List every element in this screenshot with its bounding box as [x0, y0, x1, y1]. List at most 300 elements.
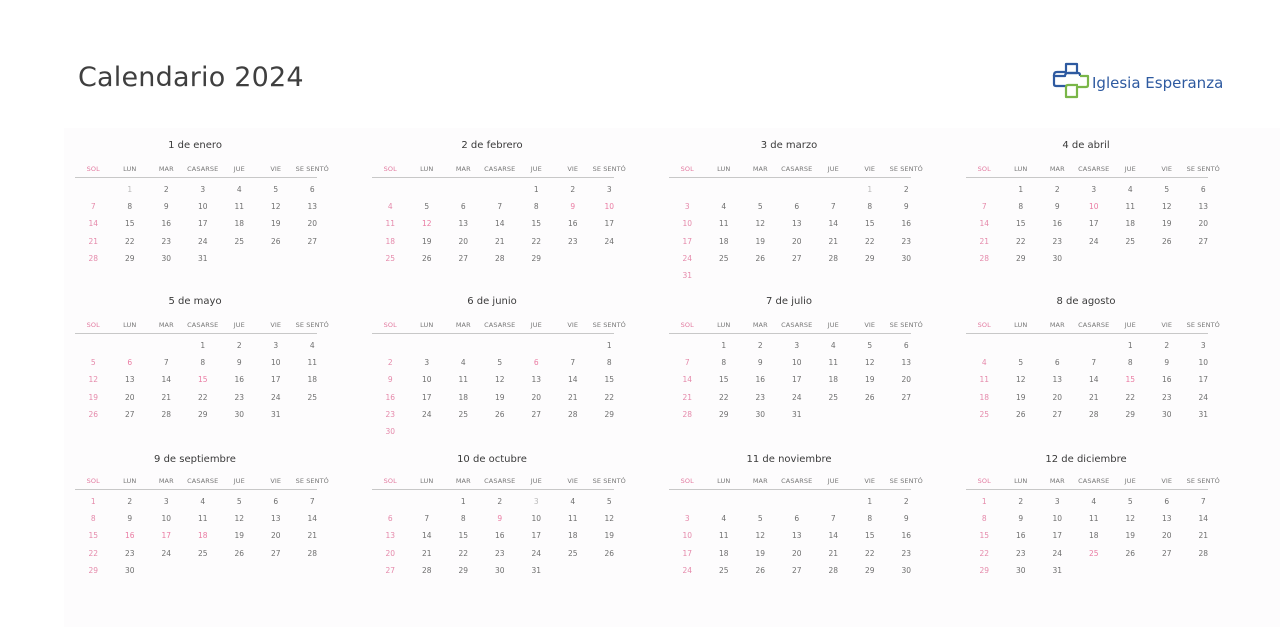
day-cell: 24 [682, 565, 693, 575]
day-cell: 13 [1052, 375, 1063, 385]
day-cell: 28 [1198, 548, 1209, 558]
day-cell: 12 [421, 219, 432, 229]
day-cell: 12 [88, 375, 99, 385]
day-cell: 18 [234, 219, 245, 229]
day-cell: 3 [1091, 185, 1097, 194]
day-cell: 10 [791, 358, 802, 368]
divider [669, 333, 911, 334]
day-cell: 15 [1125, 375, 1136, 385]
day-cell: 21 [1088, 392, 1099, 402]
church-logo [1052, 64, 1223, 102]
day-cell: 27 [307, 236, 318, 246]
day-cell: 1 [460, 497, 466, 506]
weekday-label: MAR [1049, 477, 1065, 485]
day-cell: 5 [236, 497, 242, 506]
weekday-label: CASARSE [781, 165, 813, 173]
day-cell: 24 [604, 236, 615, 246]
day-cell: 19 [421, 236, 432, 246]
day-cell: 15 [531, 219, 542, 229]
day-cell: 4 [460, 358, 466, 368]
empty-cell [815, 181, 852, 198]
empty-cell [966, 337, 1003, 354]
weekday-label: CASARSE [484, 165, 516, 173]
day-cell: 12 [270, 202, 281, 212]
day-cell: 11 [979, 375, 990, 385]
day-cell: 28 [682, 409, 693, 419]
day-grid [669, 337, 914, 423]
day-cell: 5 [497, 358, 503, 368]
page-title: Calendario 2024 [78, 62, 304, 93]
divider [669, 177, 911, 178]
day-cell: 7 [90, 202, 96, 212]
day-cell: 19 [1125, 531, 1136, 541]
day-cell: 6 [903, 341, 909, 350]
month-8 [966, 296, 1220, 423]
day-cell: 23 [161, 236, 172, 246]
day-cell: 28 [88, 253, 99, 263]
day-cell: 6 [387, 514, 393, 524]
day-cell: 30 [494, 565, 505, 575]
day-cell: 8 [200, 358, 206, 368]
day-cell: 19 [494, 392, 505, 402]
day-cell: 21 [307, 531, 318, 541]
weekday-label: CASARSE [1078, 477, 1110, 485]
day-grid [75, 493, 320, 579]
weekday-label: VIE [270, 477, 282, 485]
weekday-label: VIE [567, 477, 579, 485]
day-cell: 14 [567, 375, 578, 385]
day-cell: 7 [497, 202, 503, 212]
empty-cell [409, 337, 446, 354]
day-cell: 17 [421, 392, 432, 402]
day-cell: 26 [421, 253, 432, 263]
day-cell: 2 [570, 185, 576, 194]
day-cell: 1 [867, 497, 873, 506]
day-cell: 10 [682, 219, 693, 229]
empty-cell [966, 181, 1003, 198]
weekday-label: MAR [455, 165, 471, 173]
day-cell: 13 [385, 531, 396, 541]
day-cell: 2 [163, 185, 169, 194]
day-cell: 22 [864, 236, 875, 246]
day-cell: 29 [1125, 409, 1136, 419]
day-cell: 9 [127, 514, 133, 524]
day-cell: 27 [1198, 236, 1209, 246]
day-cell: 29 [864, 253, 875, 263]
day-cell: 30 [1052, 253, 1063, 263]
day-cell: 5 [1164, 185, 1170, 194]
day-cell: 19 [864, 375, 875, 385]
day-cell: 21 [494, 236, 505, 246]
day-cell: 11 [385, 219, 396, 229]
weekday-label: VIE [864, 321, 876, 329]
day-cell: 4 [309, 341, 315, 350]
weekday-label: CASARSE [484, 477, 516, 485]
day-cell: 8 [90, 514, 96, 524]
divider [372, 489, 614, 490]
weekday-label: SOL [383, 477, 397, 485]
day-cell: 20 [1052, 392, 1063, 402]
day-cell: 4 [721, 514, 727, 524]
day-cell: 19 [270, 219, 281, 229]
day-cell: 12 [1161, 202, 1172, 212]
day-cell: 26 [604, 548, 615, 558]
day-cell: 21 [979, 236, 990, 246]
day-cell: 25 [828, 392, 839, 402]
day-cell: 12 [755, 219, 766, 229]
day-cell: 31 [531, 565, 542, 575]
empty-cell [1076, 337, 1113, 354]
day-cell: 6 [794, 202, 800, 212]
weekday-label: JUE [530, 321, 542, 329]
empty-cell [482, 337, 519, 354]
weekday-label: LUN [420, 165, 434, 173]
day-cell: 10 [161, 514, 172, 524]
day-cell: 15 [1015, 219, 1026, 229]
day-cell: 3 [200, 185, 206, 194]
day-cell: 18 [979, 392, 990, 402]
day-cell: 23 [124, 548, 135, 558]
day-cell: 19 [1161, 219, 1172, 229]
day-cell: 17 [604, 219, 615, 229]
day-cell: 13 [791, 219, 802, 229]
empty-cell [742, 493, 779, 510]
day-cell: 16 [567, 219, 578, 229]
day-cell: 8 [867, 202, 873, 212]
weekday-label: JUE [530, 477, 542, 485]
day-cell: 19 [88, 392, 99, 402]
weekday-label: SE SENTÓ [889, 321, 923, 329]
day-cell: 5 [867, 341, 873, 350]
day-cell: 31 [682, 270, 693, 280]
day-cell: 4 [200, 497, 206, 506]
day-cell: 15 [979, 531, 990, 541]
day-cell: 8 [981, 514, 987, 524]
day-cell: 23 [901, 236, 912, 246]
weekday-label: JUE [827, 165, 839, 173]
weekday-header [75, 477, 329, 489]
weekday-label: CASARSE [1078, 165, 1110, 173]
day-cell: 5 [90, 358, 96, 368]
empty-cell [706, 181, 743, 198]
divider [372, 333, 614, 334]
day-cell: 18 [385, 236, 396, 246]
day-cell: 4 [236, 185, 242, 194]
day-cell: 2 [903, 185, 909, 194]
day-cell: 1 [1127, 341, 1133, 350]
day-cell: 27 [1052, 409, 1063, 419]
day-cell: 8 [460, 514, 466, 524]
weekday-label: SE SENTÓ [1186, 165, 1220, 173]
day-cell: 12 [494, 375, 505, 385]
day-cell: 5 [273, 185, 279, 194]
weekday-label: MAR [752, 165, 768, 173]
month-title: 12 de diciembre [1045, 454, 1127, 465]
day-cell: 6 [309, 185, 315, 194]
day-cell: 30 [385, 426, 396, 436]
weekday-header [372, 165, 626, 177]
weekday-label: SE SENTÓ [295, 321, 329, 329]
month-1 [75, 140, 329, 267]
day-cell: 24 [421, 409, 432, 419]
day-cell: 17 [197, 219, 208, 229]
day-cell: 27 [458, 253, 469, 263]
day-cell: 6 [794, 514, 800, 524]
empty-cell [409, 493, 446, 510]
day-cell: 28 [828, 565, 839, 575]
day-cell: 30 [1161, 409, 1172, 419]
day-cell: 14 [1088, 375, 1099, 385]
day-cell: 3 [533, 497, 539, 506]
day-cell: 29 [718, 409, 729, 419]
day-cell: 20 [458, 236, 469, 246]
day-cell: 1 [721, 341, 727, 350]
day-cell: 25 [567, 548, 578, 558]
weekday-header [669, 477, 923, 489]
day-cell: 21 [828, 548, 839, 558]
day-cell: 2 [757, 341, 763, 350]
day-cell: 27 [385, 565, 396, 575]
month-title: 6 de junio [467, 296, 517, 307]
weekday-label: LUN [717, 321, 731, 329]
weekday-label: JUE [233, 165, 245, 173]
day-cell: 26 [1161, 236, 1172, 246]
day-cell: 19 [1015, 392, 1026, 402]
day-cell: 24 [161, 548, 172, 558]
day-cell: 12 [1015, 375, 1026, 385]
day-cell: 16 [234, 375, 245, 385]
weekday-label: JUE [827, 477, 839, 485]
empty-cell [372, 181, 409, 198]
day-cell: 4 [721, 202, 727, 212]
day-cell: 29 [864, 565, 875, 575]
weekday-label: SOL [977, 165, 991, 173]
weekday-label: LUN [717, 165, 731, 173]
day-cell: 22 [979, 548, 990, 558]
day-cell: 27 [791, 253, 802, 263]
day-grid [669, 493, 914, 579]
weekday-header [669, 165, 923, 177]
month-title: 7 de julio [765, 296, 812, 307]
day-grid [372, 337, 617, 440]
day-cell: 14 [421, 531, 432, 541]
day-cell: 11 [234, 202, 245, 212]
day-cell: 31 [791, 409, 802, 419]
day-cell: 18 [718, 548, 729, 558]
day-cell: 21 [1198, 531, 1209, 541]
day-cell: 8 [721, 358, 727, 368]
day-cell: 22 [197, 392, 208, 402]
day-cell: 30 [901, 253, 912, 263]
day-grid [966, 493, 1211, 579]
day-cell: 26 [270, 236, 281, 246]
day-cell: 19 [604, 531, 615, 541]
empty-cell [372, 493, 409, 510]
day-cell: 4 [570, 497, 576, 506]
day-cell: 14 [828, 219, 839, 229]
weekday-header [669, 321, 923, 333]
logo-text: Iglesia Esperanza [1092, 74, 1224, 92]
day-cell: 13 [458, 219, 469, 229]
empty-cell [779, 493, 816, 510]
day-cell: 22 [124, 236, 135, 246]
weekday-label: CASARSE [781, 321, 813, 329]
day-cell: 24 [682, 253, 693, 263]
day-cell: 27 [1161, 548, 1172, 558]
day-cell: 3 [684, 202, 690, 212]
day-cell: 6 [1054, 358, 1060, 368]
day-cell: 7 [309, 497, 315, 506]
empty-cell [1003, 337, 1040, 354]
day-cell: 23 [1052, 236, 1063, 246]
day-cell: 11 [1125, 202, 1136, 212]
month-title: 10 de octubre [457, 454, 527, 465]
empty-cell [742, 181, 779, 198]
weekday-label: JUE [233, 477, 245, 485]
day-cell: 17 [1052, 531, 1063, 541]
weekday-label: SE SENTÓ [592, 477, 626, 485]
day-cell: 18 [828, 375, 839, 385]
weekday-label: SOL [680, 477, 694, 485]
empty-cell [1039, 337, 1076, 354]
day-cell: 14 [307, 514, 318, 524]
day-cell: 15 [88, 531, 99, 541]
day-cell: 30 [124, 565, 135, 575]
day-cell: 12 [864, 358, 875, 368]
day-cell: 4 [1127, 185, 1133, 194]
day-cell: 30 [901, 565, 912, 575]
day-cell: 3 [1054, 497, 1060, 506]
day-cell: 14 [1198, 514, 1209, 524]
day-cell: 13 [531, 375, 542, 385]
day-cell: 2 [387, 358, 393, 368]
day-cell: 16 [901, 531, 912, 541]
day-cell: 23 [234, 392, 245, 402]
day-cell: 5 [1127, 497, 1133, 506]
day-cell: 31 [270, 409, 281, 419]
day-cell: 9 [163, 202, 169, 212]
day-cell: 10 [531, 514, 542, 524]
day-cell: 19 [755, 236, 766, 246]
day-cell: 29 [88, 565, 99, 575]
weekday-label: MAR [455, 477, 471, 485]
day-cell: 10 [421, 375, 432, 385]
day-cell: 10 [270, 358, 281, 368]
empty-cell [112, 337, 149, 354]
day-cell: 11 [307, 358, 318, 368]
divider [75, 177, 317, 178]
weekday-label: SOL [383, 321, 397, 329]
day-cell: 6 [460, 202, 466, 212]
weekday-label: JUE [1124, 477, 1136, 485]
day-cell: 25 [979, 409, 990, 419]
day-cell: 17 [682, 236, 693, 246]
day-cell: 9 [903, 514, 909, 524]
weekday-label: MAR [455, 321, 471, 329]
day-cell: 11 [718, 219, 729, 229]
day-cell: 9 [1018, 514, 1024, 524]
day-cell: 22 [604, 392, 615, 402]
day-cell: 24 [791, 392, 802, 402]
day-cell: 14 [979, 219, 990, 229]
day-grid [75, 337, 320, 423]
day-cell: 29 [197, 409, 208, 419]
day-cell: 22 [88, 548, 99, 558]
day-cell: 28 [828, 253, 839, 263]
day-cell: 28 [1088, 409, 1099, 419]
day-cell: 8 [1018, 202, 1024, 212]
month-title: 8 de agosto [1056, 296, 1116, 307]
weekday-label: MAR [158, 165, 174, 173]
day-cell: 24 [1088, 236, 1099, 246]
divider [75, 333, 317, 334]
day-cell: 5 [1018, 358, 1024, 368]
day-cell: 10 [604, 202, 615, 212]
day-cell: 20 [791, 548, 802, 558]
weekday-label: VIE [270, 165, 282, 173]
month-7 [669, 296, 923, 423]
day-cell: 3 [684, 514, 690, 524]
day-cell: 16 [755, 375, 766, 385]
day-cell: 31 [197, 253, 208, 263]
empty-cell [482, 181, 519, 198]
empty-cell [372, 337, 409, 354]
day-cell: 23 [1015, 548, 1026, 558]
day-cell: 10 [1088, 202, 1099, 212]
weekday-header [966, 165, 1220, 177]
weekday-label: LUN [420, 477, 434, 485]
weekday-label: SE SENTÓ [1186, 321, 1220, 329]
day-cell: 26 [234, 548, 245, 558]
weekday-label: LUN [123, 165, 137, 173]
day-cell: 6 [1200, 185, 1206, 194]
empty-cell [706, 493, 743, 510]
day-cell: 28 [421, 565, 432, 575]
empty-cell [779, 181, 816, 198]
day-cell: 22 [1125, 392, 1136, 402]
divider [669, 489, 911, 490]
weekday-label: SOL [86, 165, 100, 173]
weekday-label: VIE [567, 165, 579, 173]
weekday-label: JUE [530, 165, 542, 173]
day-cell: 3 [273, 341, 279, 350]
day-cell: 31 [1052, 565, 1063, 575]
day-cell: 2 [903, 497, 909, 506]
day-cell: 24 [1052, 548, 1063, 558]
empty-cell [555, 337, 592, 354]
day-cell: 11 [567, 514, 578, 524]
day-cell: 15 [604, 375, 615, 385]
day-cell: 17 [1198, 375, 1209, 385]
day-cell: 2 [1018, 497, 1024, 506]
day-cell: 27 [270, 548, 281, 558]
weekday-header [966, 477, 1220, 489]
day-cell: 28 [494, 253, 505, 263]
month-4 [966, 140, 1220, 267]
day-cell: 6 [533, 358, 539, 368]
day-cell: 21 [567, 392, 578, 402]
day-cell: 12 [604, 514, 615, 524]
weekday-label: VIE [1161, 477, 1173, 485]
day-cell: 23 [385, 409, 396, 419]
day-cell: 1 [127, 185, 133, 194]
day-cell: 3 [424, 358, 430, 368]
month-title: 9 de septiembre [154, 454, 236, 465]
day-cell: 6 [273, 497, 279, 506]
weekday-label: MAR [158, 477, 174, 485]
day-cell: 7 [1091, 358, 1097, 368]
weekday-label: JUE [827, 321, 839, 329]
